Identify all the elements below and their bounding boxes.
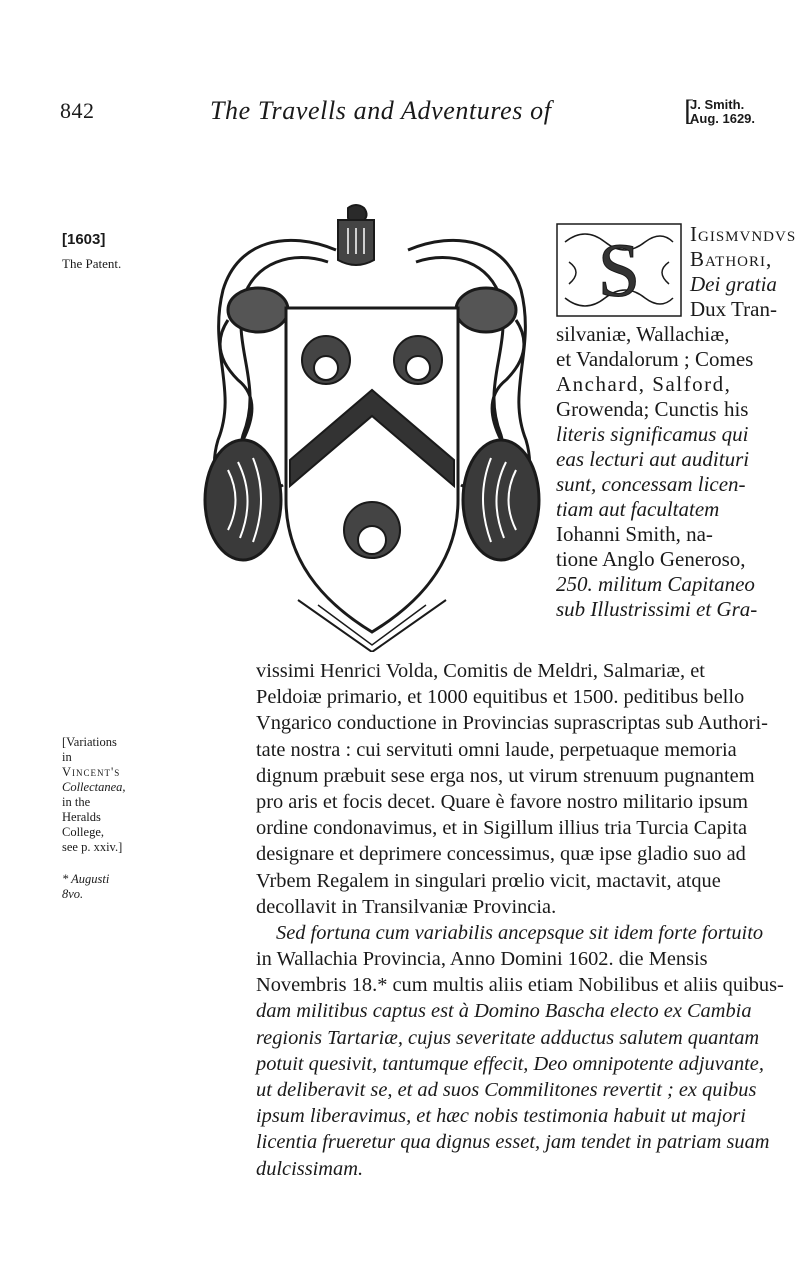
margin-patent-label: The Patent. <box>62 256 122 271</box>
variations-line: Vincent's <box>62 765 121 779</box>
margin-variations-note <box>62 735 172 855</box>
text-line: Dux Tran- <box>690 297 777 321</box>
text-line: Bathori, <box>690 247 773 271</box>
text-line: dam militibus captus est à Domino Bascha electo ex Cambia <box>256 1000 752 1023</box>
text-line: ut deliberavit se, et ad suos Commilitones revertit ; ex quibus <box>256 1079 757 1101</box>
text-line: designare et deprimere concessimus, quæ ipse gladio suo ad <box>256 843 746 866</box>
running-head <box>60 96 760 136</box>
margin-footnote <box>62 872 109 902</box>
bracket-glyph: [ <box>684 94 694 127</box>
text-line: Vngarico conductione in Provincias suprascriptas sub Authori- <box>256 712 768 735</box>
text-line: dulcissimam. <box>256 1157 364 1180</box>
text-line: Sed fortuna cum variabilis ancepsque sit idem forte fortuito <box>276 921 764 944</box>
text-line: Igismvndvs <box>690 222 797 246</box>
text-line: ipsum liberavimus, et hæc nobis testimonia habuit ut majori <box>256 1105 746 1128</box>
variations-line: College, <box>62 825 105 839</box>
ornamental-initial-s-icon <box>555 222 683 318</box>
variations-line: in <box>62 750 72 764</box>
text-line: Novembris 18.* cum multis aliis etiam Nobilibus et aliis quibus- <box>256 974 784 997</box>
dropcap-letter: S <box>597 229 641 313</box>
text-line: ordine condonavimus, et in Sigillum illius tria Turcia Capita <box>256 817 748 840</box>
text-line: eas lecturi aut audituri <box>556 447 750 471</box>
text-line: sub Illustrissimi et Gra- <box>556 597 758 621</box>
text-line: vissimi Henrici Volda, Comitis de Meldri, Salmariæ, et <box>256 660 705 682</box>
text-line: literis significamus qui <box>556 422 749 446</box>
shield-icon <box>286 308 458 632</box>
text-line: Iohanni Smith, na- <box>556 522 713 546</box>
body-text <box>256 658 784 1182</box>
turks-head-icon <box>394 336 442 384</box>
variations-line: see p. xxiv.] <box>62 840 123 854</box>
text-line: potuit quesivit, tantumque effecit, Deo omnipotente adjuvante, <box>256 1052 764 1075</box>
variations-line: Collectanea, <box>62 780 126 794</box>
text-line: silvaniæ, Wallachiæ, <box>556 322 730 346</box>
text-line: tiam aut facultatem <box>556 497 720 521</box>
text-line: in Wallachia Provincia, Anno Domini 1602. die Mensis <box>256 948 708 971</box>
text-line: Anchard, Salford, <box>556 372 732 396</box>
text-line: regionis Tartariæ, cujus severitate adductus salutem quantam <box>256 1026 760 1049</box>
footnote-abbr: 8vo. <box>62 887 84 901</box>
text-line: 250. militum Capitaneo <box>556 572 755 596</box>
text-line: pro aris et focis decet. Quare è favore nostro militario ipsum <box>256 790 749 813</box>
text-line: sunt, concessam licen- <box>556 472 746 496</box>
text-line: et Vandalorum ; Comes <box>556 347 754 371</box>
variations-line: [Variations <box>62 735 117 749</box>
variations-line: Heralds <box>62 810 101 824</box>
text-line: tione Anglo Generoso, <box>556 547 746 571</box>
text-line: dignum præbuit sese erga nos, ut virum strenuum pugnantem <box>256 764 755 787</box>
coat-of-arms-illustration <box>198 200 546 652</box>
ref-date: Aug. 1629. <box>690 111 756 126</box>
turks-head-icon <box>302 336 350 384</box>
text-line: Vrbem Regalem in singulari prœlio vicit, mactavit, atque <box>256 869 721 892</box>
author-date-reference <box>684 94 756 127</box>
crest-helmet-icon <box>338 205 374 265</box>
ref-author: J. Smith. <box>690 97 745 112</box>
text-line: decollavit in Transilvaniæ Provincia. <box>256 895 557 918</box>
text-line: Dei gratia <box>690 272 777 296</box>
variations-line: in the <box>62 795 91 809</box>
text-line: Growenda; Cunctis his <box>556 397 749 421</box>
turks-head-icon <box>344 502 400 558</box>
page-number: 842 <box>60 98 95 123</box>
margin-year: [1603] <box>62 231 106 248</box>
running-title: The Travells and Adventures of <box>210 96 552 125</box>
footnote-word: * Augusti <box>62 872 110 886</box>
text-line: licentia frueretur qua dignus esset, jam tendet in patriam suam <box>256 1131 770 1154</box>
text-line: Peldoiæ primario, et 1000 equitibus et 1500. peditibus bello <box>256 686 745 709</box>
text-line: tate nostra : cui servituti omni laude, perpetuaque memoria <box>256 738 737 761</box>
